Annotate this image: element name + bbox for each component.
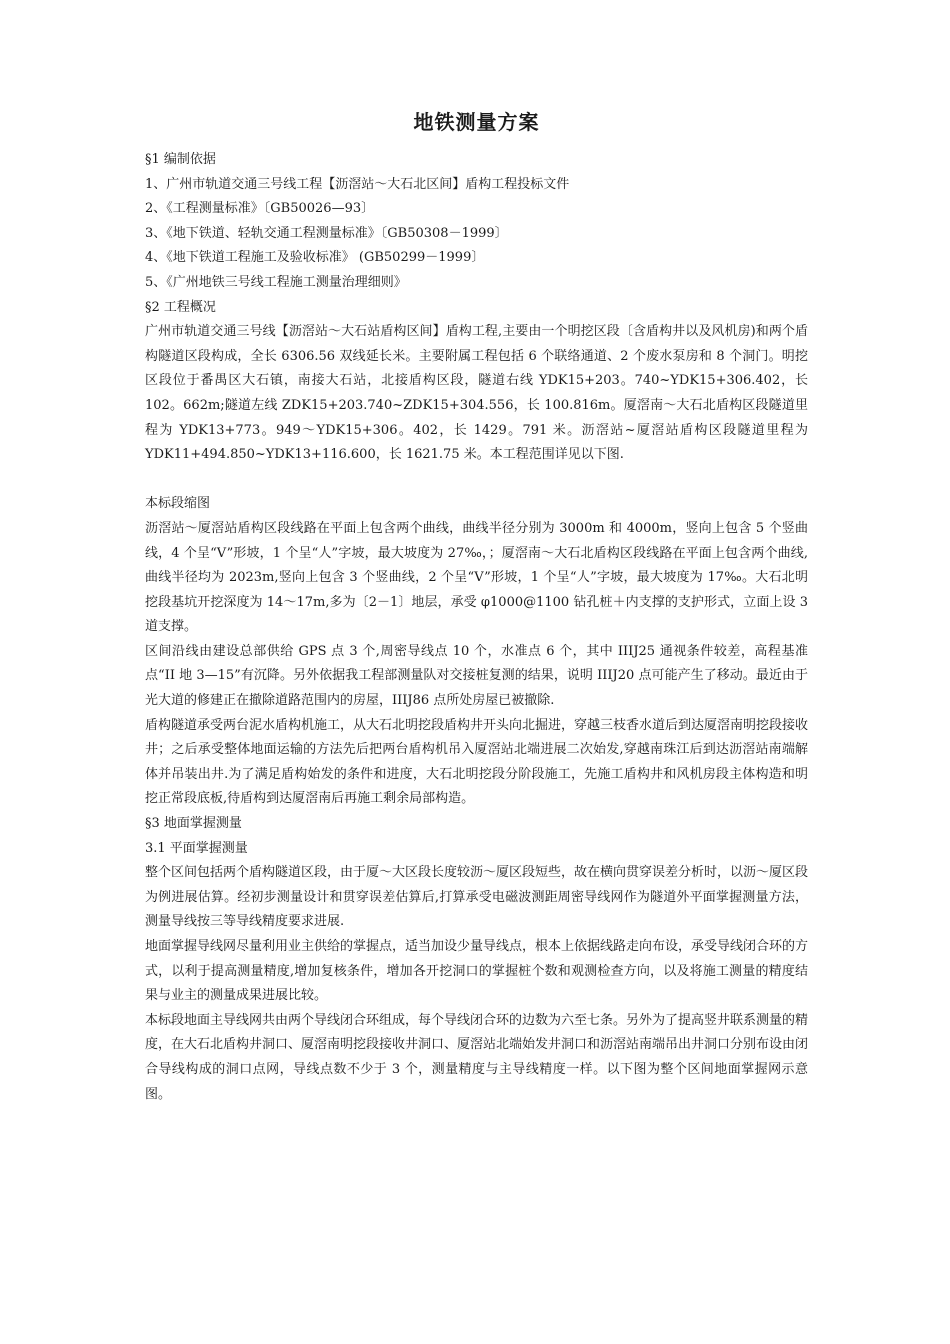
reference-item-5: 5、《广州地铁三号线工程施工测量治理细则》 xyxy=(145,274,407,290)
alignment-paragraph: 沥滘站～厦滘站盾构区段线路在平面上包含两个曲线，曲线半径分别为 3000m 和 4000m，竖向上包含 5 个竖曲线，4 个呈“V”形坡，1 个呈“人”字坡，最大坡度为 27‰，；厦滘南～大石北盾构区段线路在平面上包含两个曲线,曲线半径均为 2023m,竖向上包含 3 个竖曲线，2 个呈“V”形坡，1 个呈“人”字坡，最大坡度为 17‰。大石北明挖段基坑开挖深度为 14～17m,多为〔2－1〕地层，承受 φ1000@1100 钻孔桩＋内支撑的支护形式，立面上设 3 道支撑。 xyxy=(145,520,808,635)
subsection-3-1-heading: 3.1 平面掌握测量 xyxy=(145,840,248,856)
reference-item-4: 4、《地下铁道工程施工及验收标准》 (GB50299－1999〕 xyxy=(145,250,485,266)
paragraph-spacer xyxy=(145,468,808,493)
section1-heading: §1 编制依据 xyxy=(145,152,216,167)
reference-item-3: 3、《地下铁道、轻轨交通工程测量标准》〔GB50308－1999〕 xyxy=(145,225,508,241)
plane-control-paragraph-1: 整个区间包括两个盾构隧道区段，由于厦～大区段长度较沥～厦区段短些，故在横向贯穿误差分析时，以沥～厦区段为例进展估算。经初步测量设计和贯穿误差估算后,打算承受电磁波测距周密导线网作为隧道外平面掌握测量方法，测量导线按三等导线精度要求进展. xyxy=(145,865,809,930)
plane-control-paragraph-3: 本标段地面主导线网共由两个导线闭合环组成，每个导线闭合环的边数为六至七条。另外为了提高竖井联系测量的精度，在大石北盾构井洞口、厦滘南明挖段接收井洞口、厦滘站北端始发井洞口和沥滘站南端吊出井洞口分别布设由闭合导线构成的洞口点网，导线点数不少于 3 个，测量精度与主导线精度一样。以下图为整个区间地面掌握网示意图。 xyxy=(145,1012,809,1102)
document-title: 地铁测量方案 xyxy=(413,110,540,134)
control-points-paragraph: 区间沿线由建设总部供给 GPS 点 3 个,周密导线点 10 个，水准点 6 个，其中 IIIJ25 通视条件较差，高程基准点“II 地 3—15”有沉降。另外依据我工程部测量队对交接桩复测的结果，说明 IIIJ20 点可能产生了移动。最近由于光大道的修建正在撤除道路范围内的房屋，IIIJ86 点所处房屋已被撤除. xyxy=(145,643,808,709)
reference-item-2: 2、《工程测量标准》〔GB50026—93〕 xyxy=(145,201,375,217)
plane-control-paragraph-2: 地面掌握导线网尽量利用业主供给的掌握点，适当加设少量导线点，根本上依据线路走向布设，承受导线闭合环的方式，以利于提高测量精度,增加复核条件，增加各开挖洞口的掌握桩个数和观测检查方向，以及将施工测量的精度结果与业主的测量成果进展比较。 xyxy=(145,939,809,1004)
document-body xyxy=(145,148,808,1107)
section2-heading: §2 工程概况 xyxy=(145,299,216,315)
reference-item-1: 1、广州市轨道交通三号线工程【沥滘站～大石北区间】盾构工程投标文件 xyxy=(145,176,570,192)
map-heading: 本标段缩图 xyxy=(145,496,211,512)
shield-construction-paragraph: 盾构隧道承受两台泥水盾构机施工，从大石北明挖段盾构井开头向北掘进，穿越三枝香水道后到达厦滘南明挖段接收井；之后承受整体地面运输的方法先后把两台盾构机吊入厦滘站北端进展二次始发,穿越南珠江后到达沥滘站南端解体并吊装出井.为了满足盾构始发的条件和进度，大石北明挖段分阶段施工，先施工盾构井和风机房段主体构造和明挖正常段底板,待盾构到达厦滘南后再施工剩余局部构造。 xyxy=(145,717,809,807)
project-overview-paragraph: 广州市轨道交通三号线【沥滘站～大石站盾构区间】盾构工程,主要由一个明挖区段〔含盾构井以及风机房)和两个盾构隧道区段构成，全长 6306.56 双线延长米。主要附属工程包括 6 个联络通道、2 个废水泵房和 8 个洞门。明挖区段位于番禺区大石镇，南接大石站，北接盾构区段，隧道右线 YDK15+203。740~YDK15+306.402，长 102。662m;隧道左线 ZDK15+203.740~ZDK15+304.556，长 100.816m。厦滘南～大石北盾构区段隧道里程为 YDK13+773。949～YDK15+306。402，长 1429。791 米。沥滘站~厦滘站盾构区段隧道里程为 YDK11+494.850~YDK13+116.600，长 1621.75 米。本工程范围详见以下图. xyxy=(145,324,808,463)
section3-heading: §3 地面掌握测量 xyxy=(145,816,242,832)
